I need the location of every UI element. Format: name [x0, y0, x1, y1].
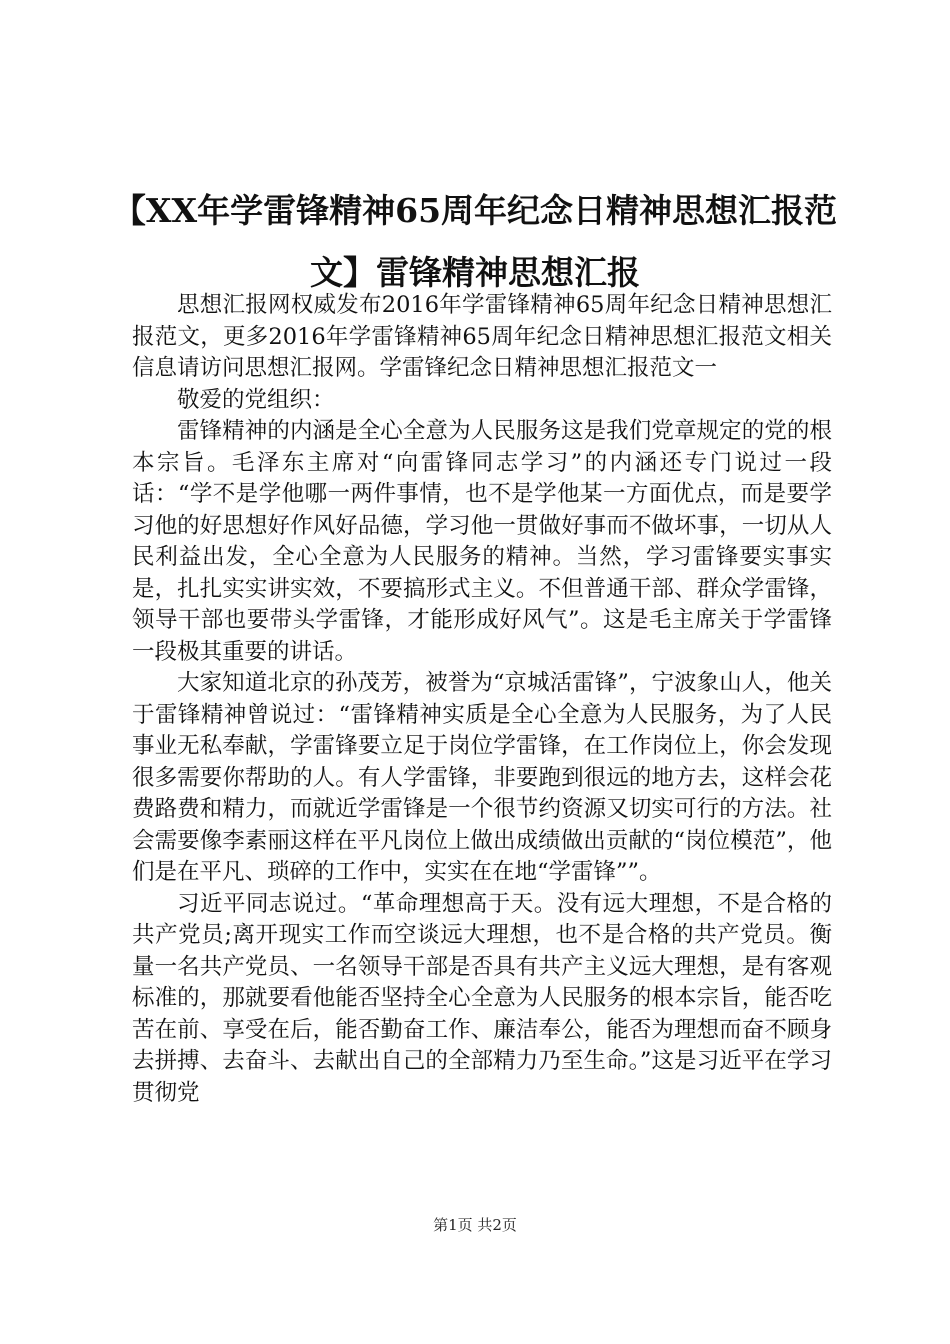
document-body — [132, 290, 832, 1109]
paragraph-sun-maofang: 大家知道北京的孙茂芳，被誉为“京城活雷锋”，宁波象山人，他关于雷锋精神曾说过：“雷锋精神实质是全心全意为人民服务，为了人民事业无私奉献，学雷锋要立足于岗位学雷锋，在工作岗位上，你会发现很多需要你帮助的人。有人学雷锋，非要跑到很远的地方去，这样会花费路费和精力，而就近学雷锋是一个很节约资源又切实可行的方法。社会需要像李素丽这样在平凡岗位上做出成绩做出贡献的“岗位模范”，他们是在平凡、琐碎的工作中，实实在在地“学雷锋””。 — [132, 670, 832, 885]
paragraph-lei-feng-spirit: 雷锋精神的内涵是全心全意为人民服务这是我们党章规定的党的根本宗旨。毛泽东主席对“向雷锋同志学习”的内涵还专门说过一段话：“学不是学他哪一两件事情，也不是学他某一方面优点，而是要学习他的好思想好作风好品德，学习他一贯做好事而不做坏事，一切从人民利益出发，全心全意为人民服务的精神。当然，学习雷锋要实事实是，扎扎实实讲实效，不要搞形式主义。不但普通干部、群众学雷锋，领导干部也要带头学雷锋，才能形成好风气”。这是毛主席关于学雷锋一段极其重要的讲话。 — [132, 418, 832, 665]
paragraph-salutation: 敬爱的党组织： — [177, 386, 335, 413]
page-number-footer: 第1页 共2页 — [433, 1216, 517, 1234]
document-title: 【XX年学雷锋精神65周年纪念日精神思想汇报范文】雷锋精神思想汇报 — [112, 191, 838, 292]
paragraph-xi-jinping: 习近平同志说过。“革命理想高于天。没有远大理想，不是合格的共产党员;离开现实工作而空谈远大理想，也不是合格的共产党员。衡量一名共产党员、一名领导干部是否具有共产主义远大理想，是有客观标准的，那就要看他能否坚持全心全意为人民服务的根本宗旨，能否吃苦在前、享受在后，能否勤奋工作、廉洁奉公，能否为理想而奋不顾身去拼搏、去奋斗、去献出自己的全部精力乃至生命。”这是习近平在学习贯彻党 — [132, 890, 832, 1106]
paragraph-intro: 思想汇报网权威发布2016年学雷锋精神65周年纪念日精神思想汇报范文，更多2016年学雷锋精神65周年纪念日精神思想汇报范文相关信息请访问思想汇报网。学雷锋纪念日精神思想汇报范文一 — [132, 292, 832, 381]
